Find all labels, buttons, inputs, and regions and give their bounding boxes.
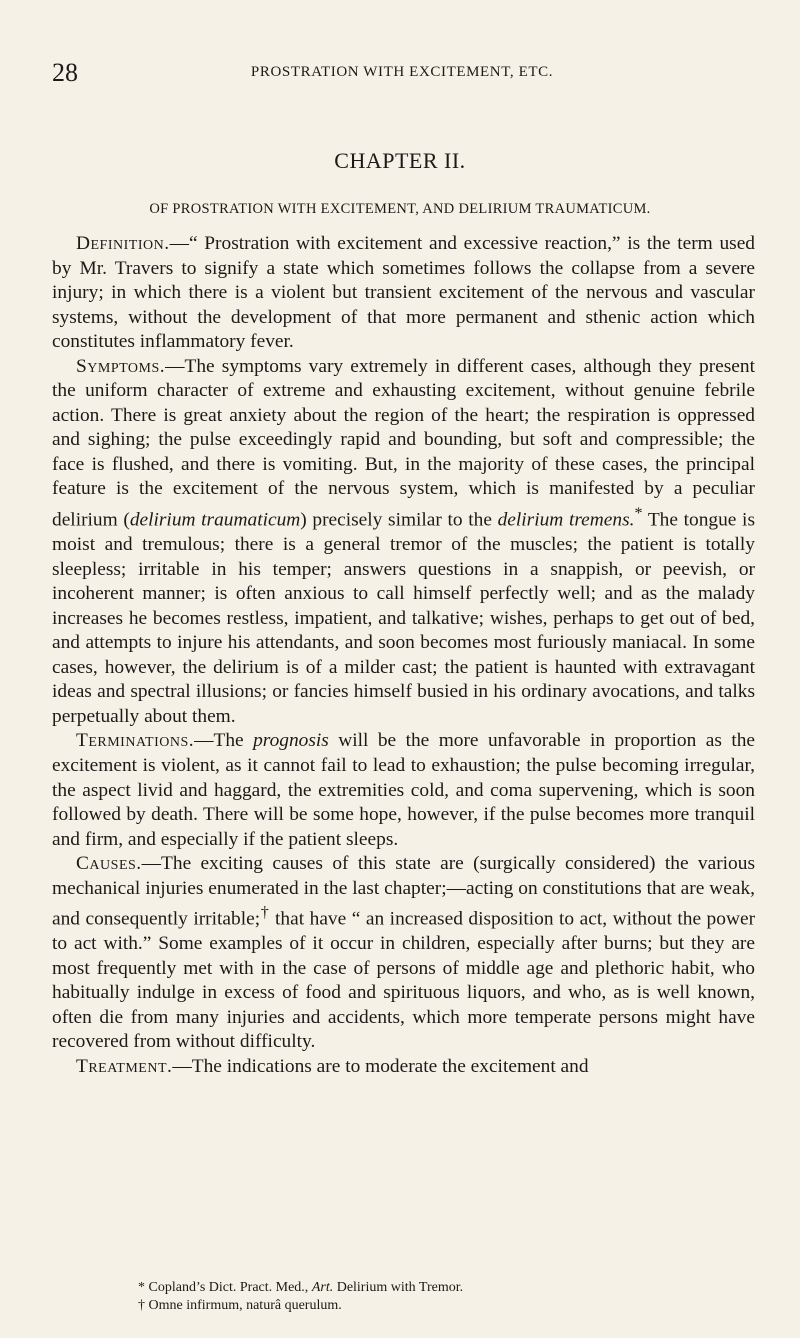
footnote-2-mark: † bbox=[138, 1298, 145, 1313]
symptoms-heading: Symptoms. bbox=[76, 355, 166, 377]
definition-heading: Definition. bbox=[76, 233, 170, 254]
footnote-2-text: Omne infirmum, naturâ querulum. bbox=[148, 1298, 342, 1313]
symptoms-paragraph bbox=[52, 355, 755, 730]
terminations-text-2: will be the more unfavorable in proportion as the excitement is violent, as it cannot fail to lead to exhaustion; the pulse becoming irregular, the aspect livid and haggard, the extremities cold, and coma supervening, which is soon followed by death. There will be some hope, however, if the pulse becomes more tranquil and firm, and especially if the patient sleeps. bbox=[52, 730, 756, 850]
chapter-subtitle: OF PROSTRATION WITH EXCITEMENT, AND DELIRIUM TRAUMATICUM. bbox=[149, 201, 651, 217]
terminations-italic: prognosis bbox=[253, 730, 329, 752]
definition-text: —“ Prostration with excitement and excessive reaction,” is the term used by Mr. Travers to signify a state which sometimes follows the collapse from a severe injury; in which there is a violent but transient excitement of the nervous and vascular systems, without the development of that more permanent and sthenic action which constitutes inflammatory fever. bbox=[52, 233, 755, 353]
treatment-text: —The indications are to moderate the excitement and bbox=[172, 1055, 589, 1077]
symptoms-text-2: ) precisely similar to the bbox=[300, 509, 498, 531]
treatment-heading: Treatment. bbox=[76, 1055, 173, 1077]
symptoms-italic-1: delirium traumaticum bbox=[129, 509, 301, 531]
causes-paragraph bbox=[52, 852, 755, 1055]
page-number: 28 bbox=[52, 58, 78, 87]
definition-paragraph bbox=[52, 232, 755, 355]
terminations-text-1: —The bbox=[194, 730, 254, 752]
footnote-1-italic: Art. bbox=[311, 1280, 334, 1295]
chapter-title: CHAPTER II. bbox=[334, 148, 466, 173]
footnote-ref-dagger[interactable]: † bbox=[260, 904, 270, 922]
page-header bbox=[52, 58, 752, 88]
causes-heading: Causes. bbox=[76, 853, 142, 875]
footnote-ref-asterisk[interactable]: * bbox=[634, 505, 643, 523]
running-head: PROSTRATION WITH EXCITEMENT, ETC. bbox=[250, 64, 554, 80]
footnote-1-text-2: Delirium with Tremor. bbox=[333, 1280, 464, 1295]
footnote-1-mark: * bbox=[138, 1280, 145, 1295]
footnote-1 bbox=[52, 1279, 755, 1297]
terminations-heading: Terminations. bbox=[76, 730, 195, 752]
footnote-2 bbox=[52, 1297, 755, 1315]
footnotes bbox=[52, 1279, 755, 1315]
symptoms-text-3: The tongue is moist and tremulous; there is a general tremor of the muscles; the patient is totally sleepless; irritable in his temper; answers questions in a snappish, or peevish, or incoherent manner; is often anxious to call himself perfectly well; and as the malady increases he becomes restless, impatient, and talkative; wishes, perhaps to get out of bed, and attempts to injure his attendants, and soon becomes most furiously maniacal. In some cases, however, the delirium is of a milder cast; the patient is haunted with extravagant ideas and spectral illusions; or fancies himself busied in his ordinary avocations, and talks perpetually about them. bbox=[52, 509, 755, 727]
terminations-paragraph bbox=[52, 729, 755, 852]
symptoms-italic-2: delirium tremens. bbox=[497, 509, 635, 531]
causes-text-2: that have “ an increased disposition to act, without the power to act with.” Some examples of it occur in children, especially after burns; but they are most frequently met with in the case of persons of middle age and plethoric habit, who habitually indulge in excess of food and spirituous liquors, and who, as is well known, often die from many injuries and accidents, which more temperate persons might have recovered from without difficulty. bbox=[52, 908, 756, 1053]
treatment-paragraph bbox=[52, 1055, 755, 1080]
footnote-1-text-1: Copland’s Dict. Pract. Med., bbox=[148, 1280, 312, 1295]
causes-text-1: —The exciting causes of this state are (surgically considered) the various mechanical injuries enumerated in the last chapter;—acting on constitutions that are weak, and consequently irritable; bbox=[52, 853, 755, 930]
symptoms-text-1: —The symptoms vary extremely in different cases, although they present the uniform character of extreme and exhausting excitement, without genuine febrile action. There is great anxiety about the region of the heart; the respiration is oppressed and sighing; the pulse exceedingly rapid and bounding, but soft and compressible; the face is flushed, and there is vomiting. But, in the majority of these cases, the principal feature is the excitement of the nervous system, which is manifested by a peculiar delirium ( bbox=[52, 355, 755, 531]
body-text bbox=[52, 232, 755, 1080]
